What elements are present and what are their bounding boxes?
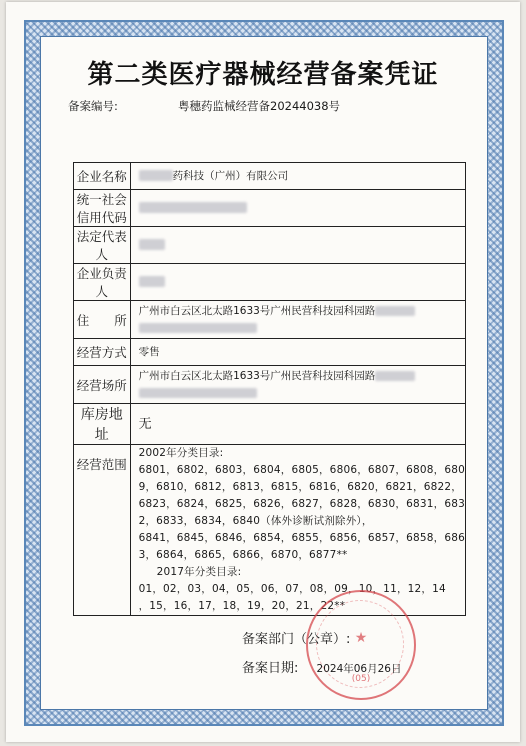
row-value-legal-rep: [130, 227, 465, 264]
record-number-value: 粤穗药监械经营备20244038号: [178, 99, 341, 113]
scope-heading-2017: 2017年分类目录:: [156, 566, 242, 578]
business-scope: [130, 445, 465, 616]
row-value-manager: [130, 264, 465, 301]
table-row: [74, 190, 466, 227]
row-key: 库房地址: [74, 404, 131, 445]
scope-line: 6823，6824，6825，6826，6827，6828，6830，6831，683: [138, 498, 465, 510]
table-row: [74, 227, 466, 264]
record-date: [242, 657, 401, 676]
scope-line: 2，6833，6834，6840（体外诊断试剂除外），: [138, 515, 373, 527]
row-key: 企业负责人: [74, 264, 131, 301]
scope-line: 9，6810，6812，6813，6815，6816，6820，6821，6822，: [138, 481, 462, 493]
row-key: 企业名称: [74, 163, 131, 190]
row-value-business-premises: 广州市白云区北太路1633号广州民营科技园科园路: [130, 366, 465, 404]
seal-code: (05): [351, 674, 371, 684]
record-number: [68, 98, 340, 114]
scope-line: 3，6864，6865，6866，6870，6877**: [138, 549, 348, 561]
record-date-value: 2024年06月26日: [316, 663, 402, 675]
row-key: 经营方式: [74, 339, 131, 366]
redacted-block: [139, 323, 257, 333]
table-row: [74, 264, 466, 301]
redacted-block: [139, 202, 247, 213]
table-row: [74, 404, 466, 445]
redacted-block: [139, 239, 165, 250]
scope-line: ，15，16，17，18，19，20，21，22**: [138, 600, 346, 612]
record-date-label: 备案日期:: [242, 661, 299, 676]
scope-line: 01，02，03，04，05，06，07，08，09，10，11，12，14: [138, 583, 446, 595]
row-key: 经营范围: [74, 445, 131, 616]
scope-heading-2002: 2002年分类目录:: [138, 447, 224, 459]
table-row: [74, 163, 466, 190]
table-row: [74, 301, 466, 339]
redacted-block: [139, 276, 165, 287]
row-key: 法定代表人: [74, 227, 131, 264]
scope-line: 6841，6845，6846，6854，6855，6856，6857，6858，686: [138, 532, 465, 544]
record-department: 备案部门（公章）:: [242, 632, 351, 647]
table-row: [74, 339, 466, 366]
info-table: [73, 162, 466, 616]
table-row: [74, 445, 466, 616]
row-key: 统一社会信用代码: [74, 190, 131, 227]
certificate-sheet: [6, 2, 520, 742]
redacted-block: [139, 170, 173, 181]
redacted-block: [139, 388, 257, 398]
table-row: [74, 366, 466, 404]
row-key: 经营场所: [74, 366, 131, 404]
scope-line: 6801，6802，6803，6804，6805，6806，6807，6808，680: [138, 464, 465, 476]
redacted-block: [375, 306, 415, 316]
row-value-address: 广州市白云区北太路1633号广州民营科技园科园路: [130, 301, 465, 339]
row-value-credit-code: [130, 190, 465, 227]
row-value-business-mode: 零售: [130, 339, 465, 366]
row-key: 住 所: [74, 301, 131, 339]
record-number-label: 备案编号:: [68, 99, 118, 113]
redacted-block: [375, 371, 415, 381]
seal-star-icon: ★: [354, 630, 368, 646]
row-value-warehouse: 无: [130, 404, 465, 445]
certificate-title: 第二类医疗器械经营备案凭证: [87, 60, 439, 90]
row-value-company-name: 药科技（广州）有限公司: [130, 163, 465, 190]
